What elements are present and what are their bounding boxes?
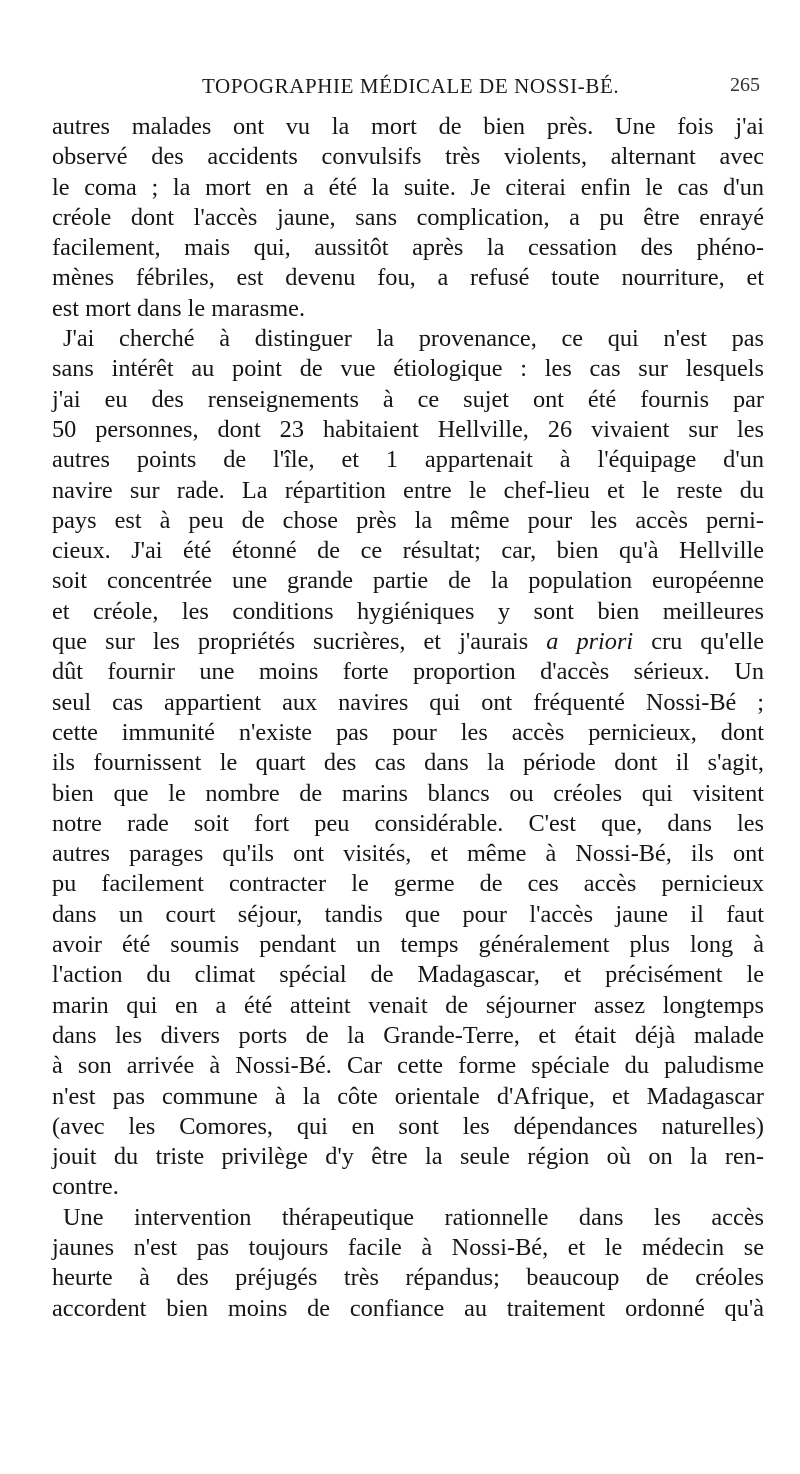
text-line: contre. (52, 1173, 119, 1201)
text-line: est mort dans le marasme. (52, 294, 306, 322)
text-line: soit concentrée une grande partie de la population européenne (52, 567, 764, 595)
text-line: heurte à des préjugés très répandus; beaucoup de créoles (52, 1264, 764, 1292)
text-line: jaunes n'est pas toujours facile à Nossi-Bé, et le médecin se (52, 1233, 764, 1261)
text-line: dût fournir une moins forte proportion d'accès sérieux. Un (52, 658, 764, 686)
text-line: pu facilement contracter le germe de ces accès pernicieux (52, 870, 764, 898)
text-line: Une intervention thérapeutique rationnelle dans les accès (63, 1203, 764, 1231)
text-line: n'est pas commune à la côte orientale d'Afrique, et Madagascar (52, 1082, 764, 1110)
running-title: TOPOGRAPHIE MÉDICALE DE NOSSI-BÉ. (202, 74, 620, 98)
text-line: j'ai eu des renseignements à ce sujet ont été fournis par (52, 385, 764, 413)
text-line: dans un court séjour, tandis que pour l'accès jaune il faut (52, 900, 764, 928)
text-line-with-emphasis (52, 627, 764, 657)
text-line: jouit du triste privilège d'y être la seule région où on la ren- (52, 1143, 764, 1171)
text-line: créole dont l'accès jaune, sans complication, a pu être enrayé (52, 203, 764, 231)
page-header (52, 68, 760, 108)
text-line: l'action du climat spécial de Madagascar, et précisément le (52, 961, 764, 989)
text-line: observé des accidents convulsifs très violents, alternant avec (52, 143, 764, 171)
text-line: seul cas appartient aux navires qui ont fréquenté Nossi-Bé ; (52, 688, 764, 716)
text-line: cette immunité n'existe pas pour les accès pernicieux, dont (52, 718, 764, 746)
text-line: mènes fébriles, est devenu fou, a refusé toute nourriture, et (52, 264, 764, 292)
text-line: navire sur rade. La répartition entre le chef-lieu et le reste du (52, 476, 764, 504)
body-text (52, 112, 764, 1324)
text-line: sans intérêt au point de vue étiologique : les cas sur lesquels (52, 355, 764, 383)
text-line: marin qui en a été atteint venait de séjourner assez longtemps (52, 991, 764, 1019)
text-segment: que sur les propriétés sucrières, et j'aurais (52, 628, 529, 656)
text-line: dans les divers ports de la Grande-Terre, et était déjà malade (52, 1021, 764, 1049)
text-line: le coma ; la mort en a été la suite. Je citerai enfin le cas d'un (52, 173, 764, 201)
text-line: et créole, les conditions hygiéniques y sont bien meilleures (52, 597, 764, 625)
text-line: 50 personnes, dont 23 habitaient Hellville, 26 vivaient sur les (52, 415, 764, 443)
text-line: à son arrivée à Nossi-Bé. Car cette forme spéciale du paludisme (52, 1052, 764, 1080)
page-number: 265 (730, 74, 760, 96)
text-line: autres parages qu'ils ont visités, et même à Nossi-Bé, ils ont (52, 840, 764, 868)
text-line: pays est à peu de chose près la même pour les accès perni- (52, 506, 764, 534)
text-line: notre rade soit fort peu considérable. C'est que, dans les (52, 809, 764, 837)
text-segment: cru qu'elle (651, 628, 765, 656)
text-line: ils fournissent le quart des cas dans la période dont il s'agit, (52, 749, 764, 777)
emphasis-a-priori: a priori (546, 628, 634, 656)
text-line: avoir été soumis pendant un temps généralement plus long à (52, 931, 764, 959)
text-line: accordent bien moins de confiance au traitement ordonné qu'à (52, 1294, 764, 1322)
text-line: autres points de l'île, et 1 appartenait à l'équipage d'un (52, 446, 764, 474)
text-line: cieux. J'ai été étonné de ce résultat; car, bien qu'à Hellville (52, 537, 764, 565)
text-line: bien que le nombre de marins blancs ou créoles qui visitent (52, 779, 764, 807)
text-line: J'ai cherché à distinguer la provenance, ce qui n'est pas (63, 325, 764, 353)
text-line: (avec les Comores, qui en sont les dépendances naturelles) (52, 1112, 764, 1140)
text-line: facilement, mais qui, aussitôt après la cessation des phéno- (52, 234, 764, 262)
text-line: autres malades ont vu la mort de bien près. Une fois j'ai (52, 113, 764, 140)
